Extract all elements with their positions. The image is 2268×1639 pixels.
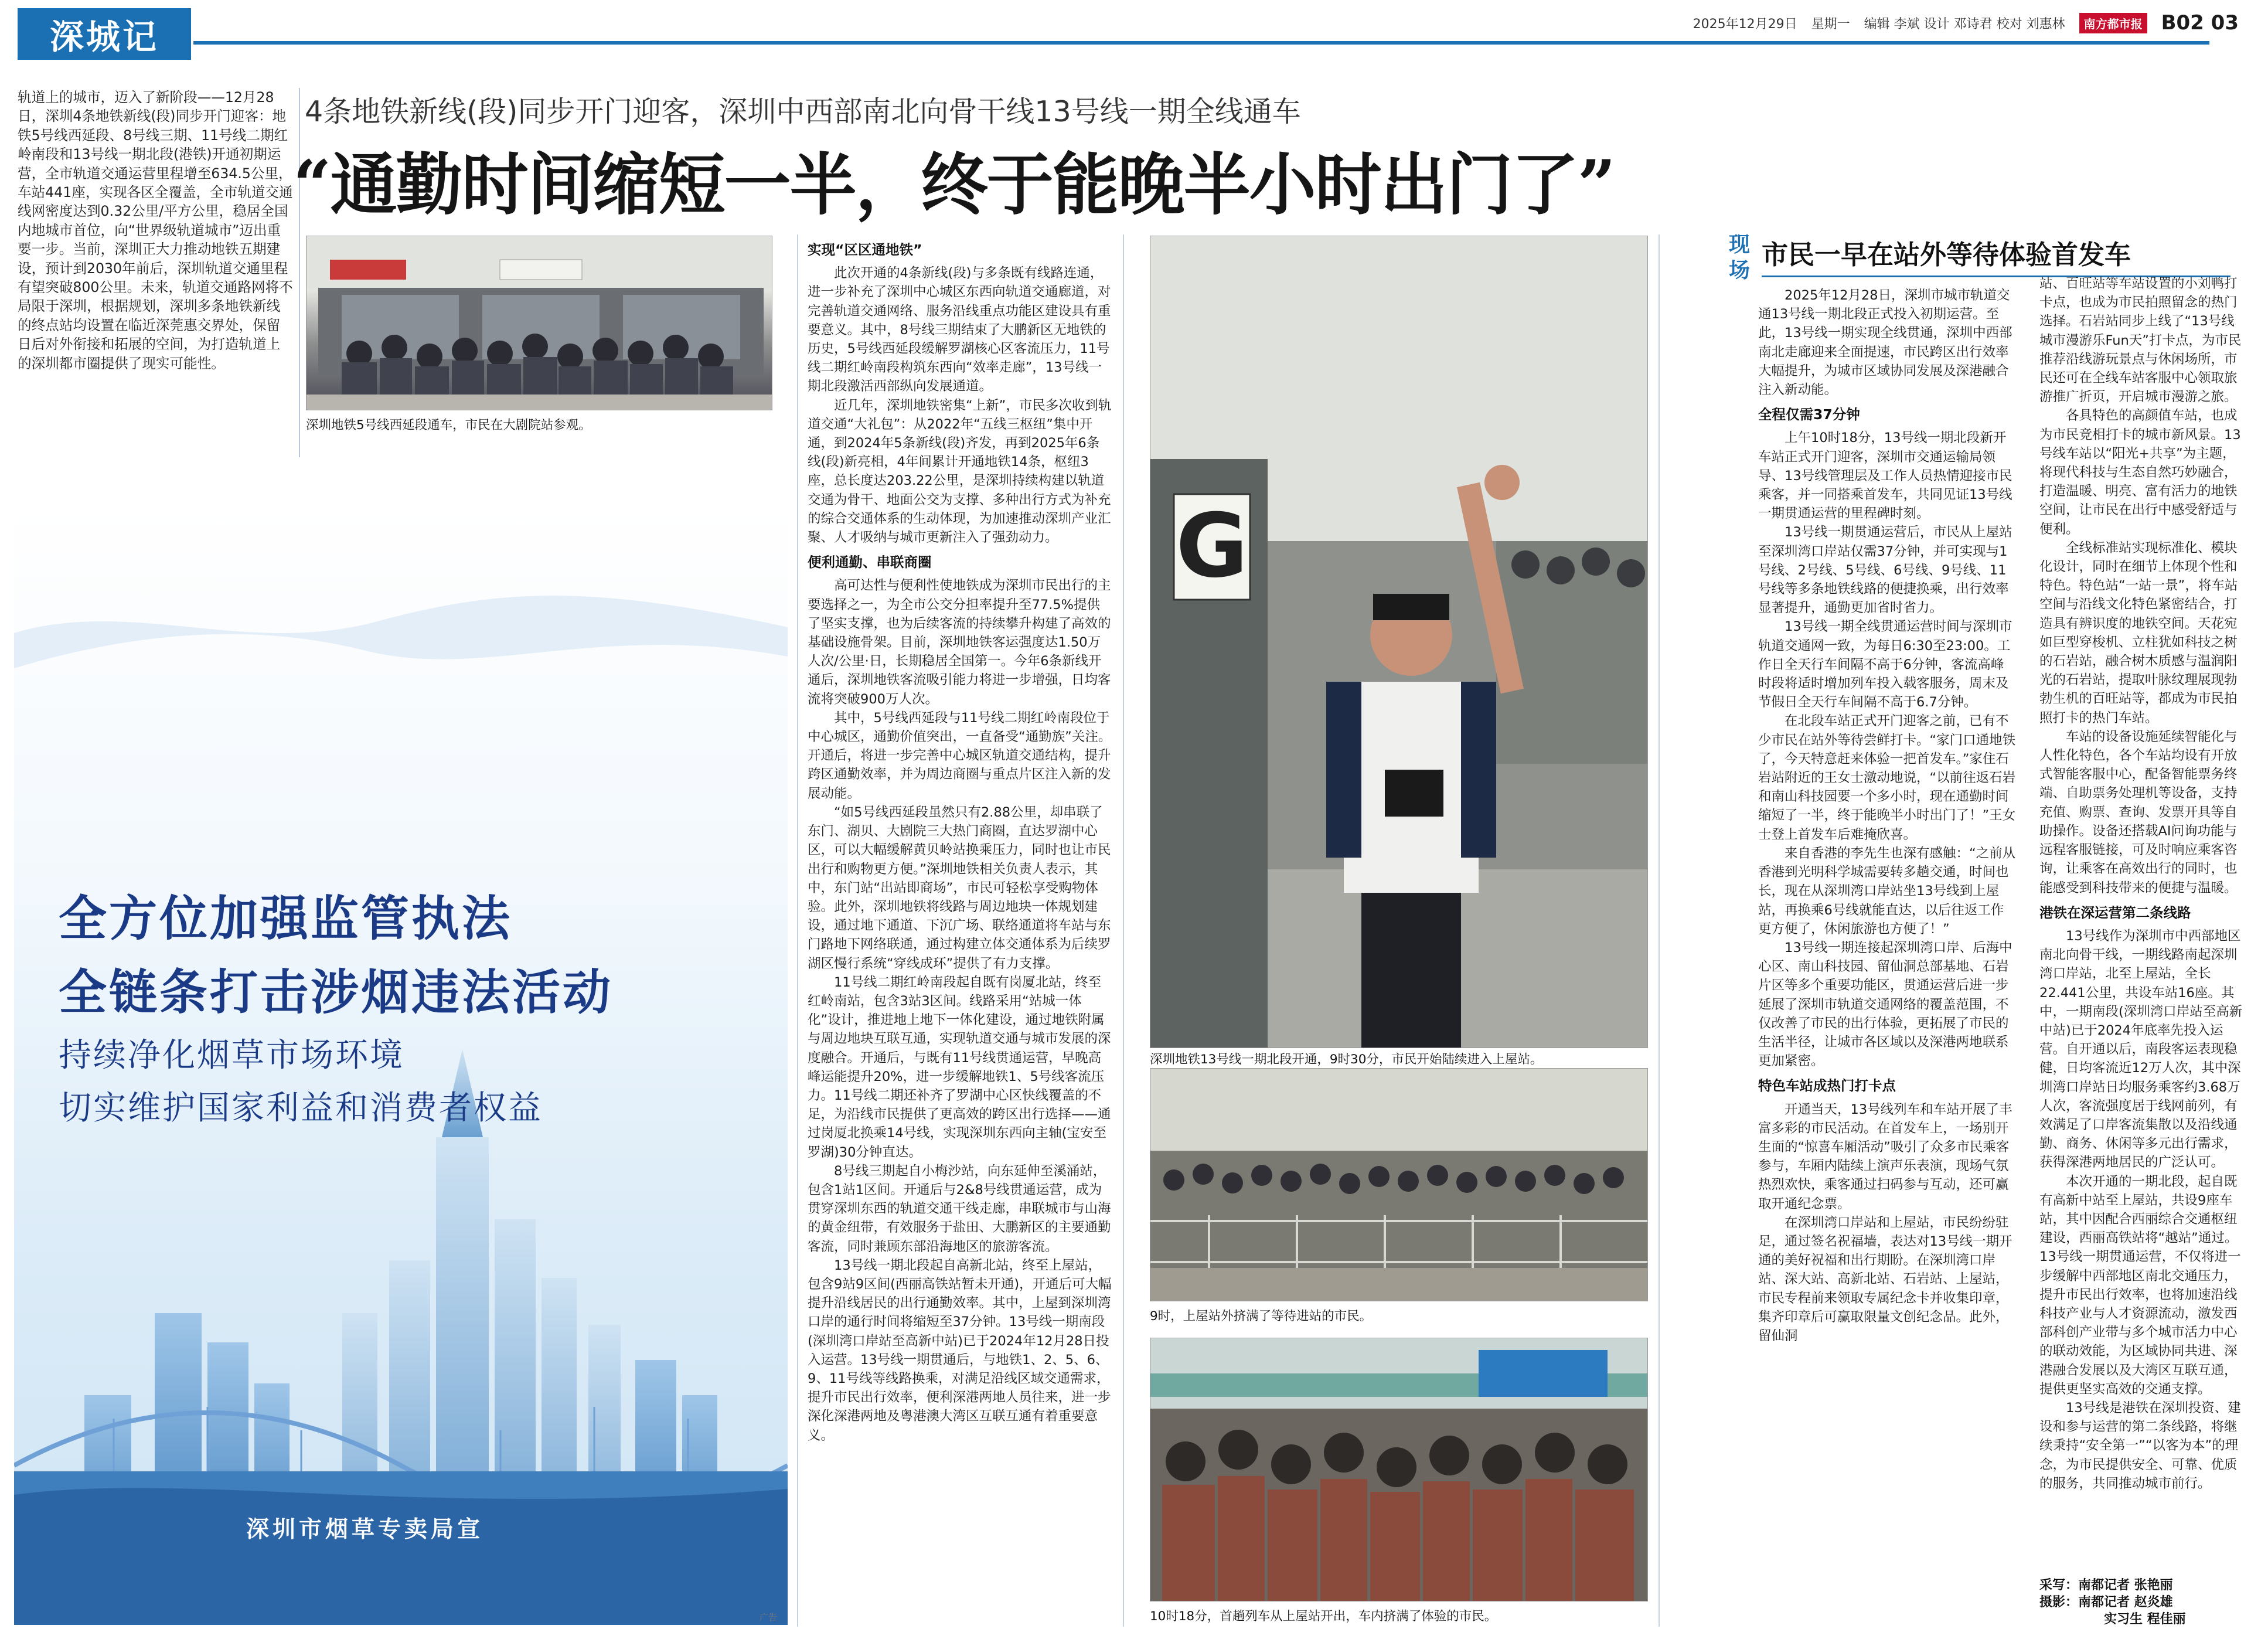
body-paragraph: 全线标准站实现标准化、模块化设计，同时在细节上体现个性和特色。特色站“一站一景”，将车站空间与沿线文化特色紧密结合，打造具有辨识度的地铁空间。天花宛如巨型穿梭机、立柱犹如科技之树的石岩站，融合树木质感与温润阳光的石岩站，提取叶脉纹理展现勃勃生机的百旺站等，都成为市民拍照打卡的热门车站。 <box>2039 540 2238 726</box>
masthead-logo: 南方都市报 <box>2079 13 2147 33</box>
body-paragraph: 13号线一期连接起深圳湾口岸、后海中心区、南山科技园、留仙洞总部基地、石岩片区等多个重要功能区，贯通运营后进一步延展了深圳市轨道交通网络的覆盖范围，不仅改善了市民的出行体验，更拓展了市民的生活半径，让城市各区域以及深港两地联系更加紧密。 <box>1758 940 2012 1069</box>
body-paragraph: 在北段车站正式开门迎客之前，已有不少市民在站外等待尝鲜打卡。“家门口通地铁了，今天特意赶来体验一把首发车。”家住石岩站附近的王女士激动地说，“以前往返石岩和南山科技园要一个多小时，现在通勤时间缩短了一半，终于能晚半小时出门了！”王女士登上首发车后难掩欣喜。 <box>1758 713 2016 842</box>
ad-subtitle: 切实维护国家利益和消费者权益 <box>59 1089 543 1127</box>
body-paragraph: 各具特色的高颜值车站，也成为市民竞相打卡的城市新风景。13号线车站以“阳光+共享”为主题，将现代科技与生态自然巧妙融合，打造温暖、明亮、富有活力的地铁空间，让市民在出行中感受舒适与便利。 <box>2039 408 2241 537</box>
body-paragraph: 13号线作为深圳市中西部地区南北向骨干线，一期线路南起深圳湾口岸站，北至上屋站，全长22.441公里，共设车站16座。其中，一期南段(深圳湾口岸站至高新中站)已于2024年底率先投入运营。自开通以后，南段客运表现稳健，日均客流近12万人次，其中深圳湾口岸站日均服务乘客约3.68万人次，客流强度居于线网前列，有效满足了口岸客流集散以及沿线通勤、商务、休闲等多元出行需求，获得深港两地居民的广泛认可。 <box>2039 928 2243 1171</box>
issue-weekday: 星期一 <box>1811 16 1850 32</box>
ad-subtitle: 持续净化烟草市场环境 <box>59 1036 404 1074</box>
side-story-headline: 市民一早在站外等待体验首发车 <box>1762 239 2131 270</box>
photo-young-man-running-illustration <box>1150 236 1648 1048</box>
body-paragraph: 本次开通的一期北段，起自既有高新中站至上屋站，共设9座车站，其中因配合西丽综合交通枢纽建设，西丽高铁站将“越站”通过。13号线一期贯通运营，不仅将进一步缓解中西部地区南北交通压力，提升市民出行效率，也将加速沿线科技产业与人才资源流动，激发西部科创产业带与多个城市活力中心的联动效能，为区域协同共进、深港融合发展以及大湾区互联互通，提供更坚实高效的交通支撑。 <box>2039 1174 2241 1397</box>
photo-caption: 10时18分，首趟列车从上屋站开出，车内挤满了体验的市民。 <box>1150 1609 1497 1624</box>
body-paragraph: 13号线是港铁在深圳投资、建设和参与运营的第二条线路，将继续秉持“安全第一”“以客为本”的理念，为市民提供安全、可靠、优质的服务，共同推动城市前行。 <box>2039 1400 2241 1491</box>
photo-crowd-outside-station-illustration <box>1150 1069 1648 1301</box>
body-paragraph: 此次开通的4条新线(段)与多条既有线路连通，进一步补充了深圳中心城区东西向轨道交通廊道，对完善轨道交通网络、服务沿线重点功能区建设具有重要意义。其中，8号线三期结束了大鹏新区无地铁的历史，5号线西延段缓解罗湖核心区客流压力，11号线二期红岭南段构筑东西向“效率走廊”，13号线一期北段激活西部纵向发展通道。 <box>808 266 1111 395</box>
photo-caption: 9时，上屋站外挤满了等待进站的市民。 <box>1150 1309 1373 1324</box>
body-paragraph: 站、百旺站等车站设置的小刘鸭打卡点，也成为市民拍照留念的热门选择。石岩站同步上线了“13号线城市漫游乐Fun天”打卡点，为市民推荐沿线游玩景点与休闲场所，市民还可在全线车站客服中心领取旅游推广折页，开启城市漫游之旅。 <box>2039 276 2242 405</box>
body-paragraph: 其中，5号线西延段与11号线二期红岭南段位于中心城区，通勤价值突出，一直备受“通勤族”关注。开通后，将进一步完善中心城区轨道交通结构，提升跨区通勤效率，并为周边商圈与重点片区注入新的发展动能。 <box>808 710 1112 801</box>
column-rule <box>1659 234 1660 1627</box>
body-paragraph: “如5号线西延段虽然只有2.88公里，却串联了东门、湖贝、大剧院三大热门商圈，直达罗湖中心区，可以大幅缓解黄贝岭站换乘压力，同时也让市民出行和购物更方便。”深圳地铁相关负责人表示，其中，东门站“出站即商场”，市民可轻松享受购物体验。此外，深圳地铁将线路与周边地块一体规划建设，通过地下通道、下沉广场、联络通道将车站与东门路地下网络联通，通过构建立体交通体系为后续罗湖区慢行系统“穿线成环”提供了有力支撑。 <box>808 804 1111 971</box>
photo-crowded-train <box>1150 1338 1648 1601</box>
issue-date: 2025年12月29日 <box>1693 16 1797 32</box>
header-meta <box>1693 9 2239 36</box>
column-rule <box>1123 234 1124 1627</box>
editor-credits: 编辑 李斌 设计 邓诗君 校对 刘惠林 <box>1864 16 2065 32</box>
column-rule <box>797 234 798 1627</box>
side-story-tag: 现场 <box>1729 233 1751 283</box>
byline-reporter: 采写：南都记者 张艳丽 <box>2039 1578 2173 1593</box>
photo-crowd-outside-station <box>1150 1068 1648 1301</box>
photo-caption: 深圳地铁13号线一期北段开通，9时30分，市民开始陆续进入上屋站。 <box>1150 1052 1543 1067</box>
body-paragraph: 8号线三期起自小梅沙站，向东延伸至溪涌站，包含1站1区间。开通后与2&8号线贯通运营，成为贯穿深圳东西的轨道交通干线走廊，串联城市与山海的黄金纽带，有效服务于盐田、大鹏新区的主要通勤客流，同时兼顾东部沿海地区的旅游客流。 <box>808 1163 1111 1254</box>
body-paragraph: 11号线二期红岭南段起自既有岗厦北站，终至红岭南站，包含3站3区间。线路采用“站城一体化”设计，推进地上地下一体化建设，通过地铁附属与周边地块互联互通，实现轨道交通与城市发展的深度融合。开通后，与既有11号线贯通运营，早晚高峰运能提升20%，进一步缓解地铁1、5号线客流压力。11号线二期还补齐了罗湖中心区快线覆盖的不足，为沿线市民提供了更高效的跨区出行选择——通过岗厦北换乘14号线，实现深圳东西向主轴(宝安至罗湖)30分钟直达。 <box>808 974 1111 1160</box>
section-subhead: 特色车站成热门打卡点 <box>1758 1077 1896 1094</box>
body-paragraph: 高可达性与便利性使地铁成为深圳市民出行的主要选择之一，为全市公交分担率提升至77.5%提供了坚实支撑，也为后续客流的持续攀升构建了高效的基础设施骨架。目前，深圳地铁客运强度达1.50万人次/公里·日，长期稳居全国第一。今年6条新线开通后，深圳地铁客流吸引能力将进一步增强，日均客流将突破900万人次。 <box>808 578 1111 707</box>
photo-young-man-running <box>1150 236 1648 1048</box>
body-paragraph: 13号线一期北段起自高新北站，终至上屋站，包含9站9区间(西丽高铁站暂未开通)，开通后可大幅提升沿线居民的出行通勤效率。其中，上屋到深圳湾口岸的通行时间将缩短至37分钟。13号线一期南段(深圳湾口岸站至高新中站)已于2024年12月28日投入运营。13号线一期贯通后，与地铁1、2、5、6、9、11号线等线路换乘，对满足沿线区域交通需求，提升市民出行效率，便利深港两地人员往来，进一步深化深港两地及粤港澳大湾区互联互通有着重要意义。 <box>808 1257 1112 1443</box>
body-paragraph: 来自香港的李先生也深有感触：“之前从香港到光明科学城需要转多趟交通，时间也长，现在从深圳湾口岸站坐13号线到上屋站，再换乘6号线就能直达，以后往返工作更方便了，休闲旅游也方便了！” <box>1758 845 2016 937</box>
body-paragraph: 车站的设备设施延续智能化与人性化特色，各个车站均设有开放式智能客服中心，配备智能票务终端、自助票务处理机等设备，支持充值、购票、查询、发票开具等自助操作。设备还搭载AI问询功能与远程客服链接，可及时响应乘客咨询，让乘客在高效出行的同时，也能感受到科技带来的便捷与温暖。 <box>2039 729 2238 896</box>
byline <box>2039 1577 2245 1630</box>
section-tag: 深城记 <box>18 8 191 60</box>
article-headline: “通勤时间缩短一半，终于能晚半小时出门了” <box>293 145 1615 224</box>
byline-photographer: 摄影：南都记者 赵炎雄 <box>2039 1595 2173 1610</box>
lead-paragraph: 轨道上的城市，迈入了新阶段——12月28日，深圳4条地铁新线(段)同步开门迎客：地铁5号线西延段、8号线三期、11号线二期红岭南段和13号线一期北段(港铁)开通初期运营，全市轨道交通运营里程增至634.5公里，车站441座，实现各区全覆盖，全市轨道交通线网密度达到0.32公里/平方公里，稳居全国内地城市首位，向“世界级轨道城市”迈出重要一步。当前，深圳正大力推动地铁五期建设，预计到2030年前后，深圳轨道交通里程有望突破800公里。未来，轨道交通路网将不局限于深圳，根据规划，深圳多条地铁新线的终点站均设置在临近深莞惠交界处，保留日后对外衔接和拓展的空间，为打造轨道上的深圳都市圈提供了现实可能性。 <box>18 89 293 372</box>
ad-sponsor: 深圳市烟草专卖局宣 <box>246 1516 484 1543</box>
body-paragraph: 13号线一期全线贯通运营时间与深圳市轨道交通网一致，为每日6:30至23:00。工作日全天行车间隔不高于6分钟，客流高峰时段将适时增加列车投入载客服务，周末及节假日全天行车间隔不高于6.7分钟。 <box>1758 619 2012 710</box>
photo-caption: 深圳地铁5号线西延段通车，市民在大剧院站参观。 <box>306 418 591 433</box>
ad-mark: 广告 <box>760 1612 778 1623</box>
section-subhead: 全程仅需37分钟 <box>1758 406 1860 423</box>
body-paragraph: 13号线一期贯通运营后，市民从上屋站至深圳湾口岸站仅需37分钟，并可实现与1号线、2号线、5号线、6号线、9号线、11号线等多条地铁线路的便捷换乘，出行效率显著提升，通勤更加省时省力。 <box>1758 525 2012 616</box>
body-paragraph: 开通当天，13号线列车和车站开展了丰富多彩的市民活动。在首发车上，一场别开生面的“惊喜车厢活动”吸引了众多市民乘客参与，车厢内陆续上演声乐表演，现场气氛热烈欢快，乘客通过扫码参与互动，还可赢取开通纪念票。 <box>1758 1101 2012 1212</box>
section-subhead: 便利通勤、串联商圈 <box>808 554 932 571</box>
body-paragraph: 近几年，深圳地铁密集“上新”，市民多次收到轨道交通“大礼包”：从2022年“五线三枢纽”集中开通，到2024年5条新线(段)齐发，再到2025年6条线(段)新亮相，4年间累计开通地铁14条，枢纽3座，总长度达203.22公里，是深圳持续构建以轨道交通为骨干、地面公交为支撑、多种出行方式为补充的综合交通体系的生动体现，为加速推动深圳产业汇聚、人才吸纳与城市更新注入了强劲动力。 <box>808 397 1112 546</box>
page-number: B02 03 <box>2161 11 2239 35</box>
station-sign-letter: G <box>1176 495 1248 597</box>
side-story-column-2 <box>2039 274 2245 1570</box>
ad-title: 全方位加强监管执法 <box>59 891 513 947</box>
body-paragraph: 在深圳湾口岸站和上屋站，市民纷纷驻足，通过签名祝福墙，表达对13号线一期开通的美好祝福和出行期盼。在深圳湾口岸站、深大站、高新北站、石岩站、上屋站，市民专程前来领取专属纪念卡并收集印章，集齐印章后可赢取限量文创纪念品。此外，留仙洞 <box>1758 1215 2012 1344</box>
article-kicker: 4条地铁新线(段)同步开门迎客，深圳中西部南北向骨干线13号线一期全线通车 <box>305 95 1301 128</box>
side-story-column-1 <box>1758 274 2016 1623</box>
article-column-main <box>808 234 1112 1627</box>
byline-intern: 实习生 程佳丽 <box>2104 1612 2186 1627</box>
photo-crowd-at-station-illustration <box>307 236 772 410</box>
photo-crowded-train-illustration <box>1150 1338 1648 1601</box>
body-paragraph: 2025年12月28日，深圳市城市轨道交通13号线一期北段正式投入初期运营。至此，13号线一期实现全线贯通，深圳中西部南北走廊迎来全面提速，市民跨区出行效率大幅提升，为城市区域协同发展及深港融合注入新动能。 <box>1758 288 2012 398</box>
section-subhead: 港铁在深运营第二条线路 <box>2039 904 2191 921</box>
body-paragraph: 上午10时18分，13号线一期北段新开车站正式开门迎客，深圳市交通运输局领导、13号线管理层及工作人员热情迎接市民乘客，并一同搭乘首发车，共同见证13号线一期贯通运营的里程碑时刻。 <box>1758 430 2012 522</box>
section-subhead: 实现“区区通地铁” <box>808 242 922 258</box>
photo-crowd-at-station <box>306 236 772 410</box>
ad-title: 全链条打击涉烟违法活动 <box>59 965 614 1021</box>
header-rule <box>193 41 2209 45</box>
